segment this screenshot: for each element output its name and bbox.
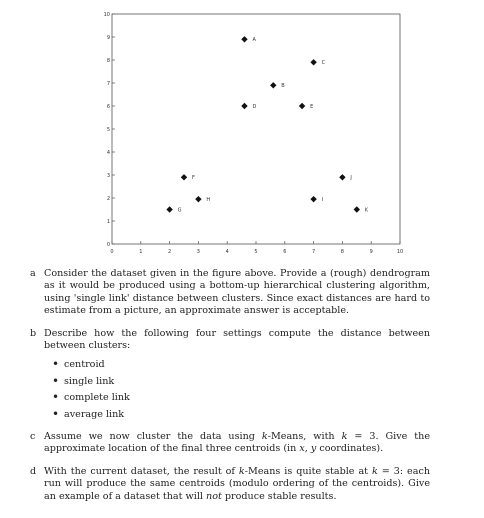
text-segment: = 3. Give the approximate location of the final three centroids (in xyxy=(44,431,431,455)
math-y: y xyxy=(310,443,317,455)
question-d xyxy=(30,466,430,503)
y-tick-label: 10 xyxy=(103,12,110,18)
y-tick-label: 6 xyxy=(106,104,110,110)
data-point-d xyxy=(241,103,247,109)
scatter-plot xyxy=(100,4,412,256)
data-point-h xyxy=(195,196,201,202)
y-tick-label: 5 xyxy=(106,127,110,133)
y-tick-label: 0 xyxy=(106,242,110,248)
x-tick-label: 0 xyxy=(110,249,114,255)
math-k: k xyxy=(238,465,245,477)
point-label-a: A xyxy=(252,37,256,44)
questions xyxy=(30,268,430,513)
x-tick-label: 3 xyxy=(196,249,200,255)
axis-ticks xyxy=(104,12,404,255)
question-a xyxy=(30,268,430,318)
text-segment: coordinates). xyxy=(316,443,384,455)
x-tick-label: 5 xyxy=(254,249,258,255)
question-a-text: Consider the dataset given in the figure above. Provide a (rough) dendrogram as it would be produced using a bottom-up hierarchical clustering algorithm, using 'single link' distance between clusters. Since exact distances are hard to estimate from a picture, an approximate answer is acceptable. xyxy=(44,268,430,317)
x-tick-label: 7 xyxy=(312,249,316,255)
data-point-k xyxy=(354,206,360,212)
data-points xyxy=(166,36,368,213)
text-segment: -Means is quite stable at xyxy=(244,465,372,477)
distance-settings-list xyxy=(44,359,430,421)
point-label-f: F xyxy=(192,175,195,182)
x-tick-label: 4 xyxy=(225,249,229,255)
y-tick-label: 8 xyxy=(106,58,110,64)
point-label-e: E xyxy=(310,103,314,110)
y-tick-label: 4 xyxy=(106,150,110,156)
data-point-e xyxy=(299,103,305,109)
question-c-text xyxy=(44,431,430,454)
x-tick-label: 8 xyxy=(340,249,344,255)
point-label-c: C xyxy=(321,60,326,67)
data-point-g xyxy=(166,206,172,212)
math-k: k xyxy=(341,431,348,443)
x-tick-label: 1 xyxy=(139,249,143,255)
text-segment: Assume we now cluster the data using xyxy=(44,431,262,443)
text-segment: -Means, with xyxy=(267,431,342,443)
question-c-letter: c xyxy=(30,431,36,443)
question-c xyxy=(30,431,430,456)
y-tick-label: 1 xyxy=(106,219,110,225)
y-tick-label: 3 xyxy=(106,173,110,179)
list-item-complete-link: • complete link xyxy=(52,392,430,404)
text-segment: With the current dataset, the result of xyxy=(44,465,239,477)
point-label-h: H xyxy=(206,196,211,203)
question-b-text: Describe how the following four settings compute the distance between between clusters: xyxy=(44,327,430,352)
text-segment: , xyxy=(304,443,311,455)
point-label-g: G xyxy=(177,207,182,214)
question-d-text xyxy=(44,466,430,502)
point-label-j: J xyxy=(350,175,352,182)
y-tick-label: 7 xyxy=(106,81,110,87)
data-point-b xyxy=(270,82,276,88)
data-point-f xyxy=(181,174,187,180)
data-point-a xyxy=(241,36,247,42)
question-d-letter: d xyxy=(30,465,37,477)
data-point-j xyxy=(339,174,345,180)
point-label-b: B xyxy=(281,83,285,90)
point-label-k: K xyxy=(364,207,369,214)
x-tick-label: 10 xyxy=(396,249,404,255)
data-point-i xyxy=(310,196,316,202)
text-segment: produce stable results. xyxy=(221,490,337,502)
math-x: x xyxy=(299,443,305,455)
list-item-average-link: • average link xyxy=(52,409,430,421)
y-tick-label: 9 xyxy=(106,35,110,41)
question-b-letter: b xyxy=(30,327,37,339)
question-a-letter: a xyxy=(30,268,36,279)
math-k: k xyxy=(261,431,268,443)
math-k: k xyxy=(371,465,378,477)
list-item-single-link: • single link xyxy=(52,376,430,388)
x-tick-label: 9 xyxy=(369,249,373,255)
question-b xyxy=(30,328,430,421)
text-segment: = 3: each run will produce the same centroids (modulo ordering of the centroids). Give an example of a dataset that will xyxy=(44,465,431,502)
x-tick-label: 2 xyxy=(168,249,172,255)
x-tick-label: 6 xyxy=(283,249,287,255)
list-item-centroid: • centroid xyxy=(52,359,430,371)
y-tick-label: 2 xyxy=(106,196,110,202)
point-label-i: I xyxy=(321,196,324,203)
data-point-c xyxy=(310,59,316,65)
point-label-d: D xyxy=(252,103,257,110)
emphasis-not: not xyxy=(206,490,222,502)
